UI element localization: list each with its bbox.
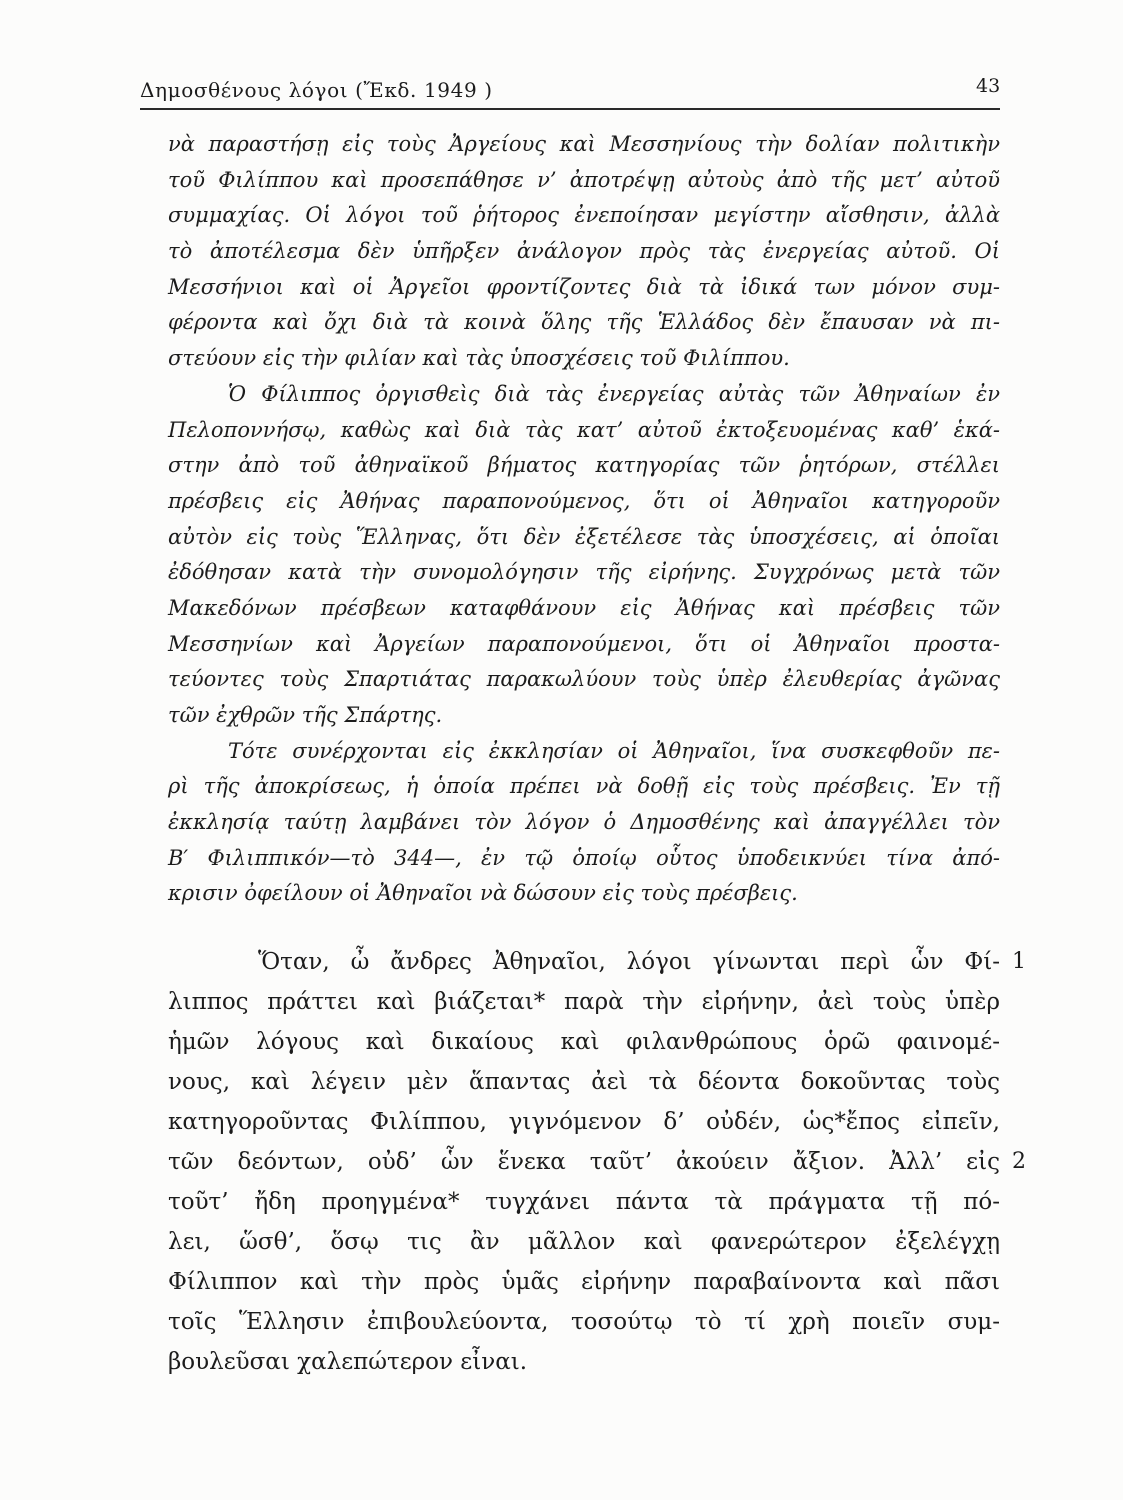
intro-line: φέροντα καὶ ὄχι διὰ τὰ κοινὰ ὅλης τῆς Ἑλλάδος δὲν ἔπαυσαν νὰ πι- — [168, 310, 1000, 335]
section-number-marker: 2 — [1012, 1149, 1026, 1174]
header-rule — [140, 108, 1000, 110]
intro-line: Μακεδόνων πρέσβεων καταφθάνουν εἰς Ἀθήνας καὶ πρέσβεις τῶν — [168, 595, 1000, 620]
oration-line: τοῖς Ἕλλησιν ἐπιβουλεύοντα, τοσούτῳ τὸ τί χρὴ ποιεῖν συμ- — [168, 1309, 1000, 1335]
intro-line: συμμαχίας. Οἱ λόγοι τοῦ ῥήτορος ἐνεποίησαν μεγίστην αἴσθησιν, ἀλλὰ — [168, 203, 1000, 228]
intro-line: νὰ παραστήσῃ εἰς τοὺς Ἀργείους καὶ Μεσσηνίους τὴν δολίαν πολιτικὴν — [168, 132, 1000, 156]
intro-paragraph — [168, 377, 1000, 734]
intro-line: Ὁ Φίλιππος ὀργισθεὶς διὰ τὰς ἐνεργείας αὐτὰς τῶν Ἀθηναίων ἐν — [228, 381, 1000, 406]
intro-line: Μεσσήνιοι καὶ οἱ Ἀργεῖοι φροντίζοντες διὰ τὰ ἰδικά των μόνον συμ- — [168, 274, 1000, 299]
oration-line: κατηγοροῦντας Φιλίππου, γιγνόμενον δ’ οὐδέν, ὡς*ἔπος εἰπεῖν, — [168, 1109, 1000, 1135]
intro-line: ἐκκλησίᾳ ταύτῃ λαμβάνει τὸν λόγον ὁ Δημοσθένης καὶ ἀπαγγέλλει τὸν — [168, 810, 1000, 835]
oration-line: λιππος πράττει καὶ βιάζεται* παρὰ τὴν εἰρήνην, ἀεὶ τοὺς ὑπὲρ — [168, 989, 1000, 1015]
oration-line: ἡμῶν λόγους καὶ δικαίους καὶ φιλανθρώπους ὁρῶ φαινομέ- — [168, 1029, 1000, 1055]
oration-line: τοῦτ’ ἤδη προηγμένα* τυγχάνει πάντα τὰ πράγματα τῇ πό- — [168, 1189, 1000, 1215]
introduction-commentary — [168, 127, 1000, 912]
intro-line: πρέσβεις εἰς Ἀθήνας παραπονούμενος, ὅτι οἱ Ἀθηναῖοι κατηγοροῦν — [168, 488, 1000, 513]
oration-line: βουλεῦσαι χαλεπώτερον εἶναι. — [168, 1349, 528, 1375]
oration-line: Ὅταν, ὦ ἄνδρες Ἀθηναῖοι, λόγοι γίνωνται περὶ ὧν Φί- — [258, 949, 1000, 975]
oration-line: Φίλιππον καὶ τὴν πρὸς ὑμᾶς εἰρήνην παραβαίνοντα καὶ πᾶσι — [168, 1269, 1000, 1295]
section-number-marker: 1 — [1012, 949, 1026, 974]
intro-line: ἐδόθησαν κατὰ τὴν συνομολόγησιν τῆς εἰρήνης. Συγχρόνως μετὰ τῶν — [168, 560, 1000, 585]
intro-line: στεύουν εἰς τὴν φιλίαν καὶ τὰς ὑποσχέσεις τοῦ Φιλίππου. — [168, 346, 790, 371]
intro-line: Τότε συνέρχονται εἰς ἐκκλησίαν οἱ Ἀθηναῖοι, ἵνα συσκεφθοῦν πε- — [228, 738, 1000, 763]
oration-line: τῶν δεόντων, οὐδ’ ὧν ἕνεκα ταῦτ’ ἀκούειν ἄξιον. Ἀλλ’ εἰς — [168, 1149, 1000, 1175]
intro-line: τοῦ Φιλίππου καὶ προσεπάθησε ν’ ἀποτρέψῃ αὐτοὺς ἀπὸ τῆς μετ’ αὐτοῦ — [168, 167, 1000, 192]
intro-line: τῶν ἐχθρῶν τῆς Σπάρτης. — [168, 703, 443, 727]
intro-line: κρισιν ὀφείλουν οἱ Ἀθηναῖοι νὰ δώσουν εἰς τοὺς πρέσβεις. — [168, 881, 798, 906]
intro-line: ρὶ τῆς ἀποκρίσεως, ἡ ὁποία πρέπει νὰ δοθῇ εἰς τοὺς πρέσβεις. Ἐν τῇ — [168, 774, 1000, 799]
oration-line: λει, ὥσθ’, ὅσῳ τις ἂν μᾶλλον καὶ φανερώτερον ἐξελέγχῃ — [168, 1229, 1000, 1255]
oration-text — [168, 942, 1000, 1382]
intro-line: Μεσσηνίων καὶ Ἀργείων παραπονούμενοι, ὅτι οἱ Ἀθηναῖοι προστα- — [168, 631, 1000, 656]
intro-line: αὐτὸν εἰς τοὺς Ἕλληνας, ὅτι δὲν ἐξετέλεσε τὰς ὑποσχέσεις, αἱ ὁποῖαι — [168, 524, 1000, 549]
intro-line: τὸ ἀποτέλεσμα δὲν ὑπῆρξεν ἀνάλογον πρὸς τὰς ἐνεργείας αὐτοῦ. Οἱ — [168, 239, 1000, 264]
intro-line: Πελοποννήσῳ, καθὼς καὶ διὰ τὰς κατ’ αὐτοῦ ἐκτοξευομένας καθ’ ἑκά- — [168, 417, 1000, 442]
intro-paragraph — [168, 734, 1000, 912]
intro-line: Β′ Φιλιππικόν—τὸ 344—, ἐν τῷ ὁποίῳ οὗτος ὑποδεικνύει τίνα ἀπό- — [168, 845, 1000, 870]
page-number: 43 — [976, 75, 1001, 97]
oration-line: νους, καὶ λέγειν μὲν ἅπαντας ἀεὶ τὰ δέοντα δοκοῦντας τοὺς — [168, 1069, 1000, 1095]
intro-line: τεύοντες τοὺς Σπαρτιάτας παρακωλύουν τοὺς ὑπὲρ ἐλευθερίας ἀγῶνας — [168, 667, 1000, 692]
running-head-title: Δημοσθένους λόγοι (Ἔκδ. 1949 ) — [140, 78, 493, 102]
intro-line: στην ἀπὸ τοῦ ἀθηναϊκοῦ βήματος κατηγορίας τῶν ῥητόρων, στέλλει — [168, 453, 1000, 478]
intro-paragraph — [168, 127, 1000, 377]
